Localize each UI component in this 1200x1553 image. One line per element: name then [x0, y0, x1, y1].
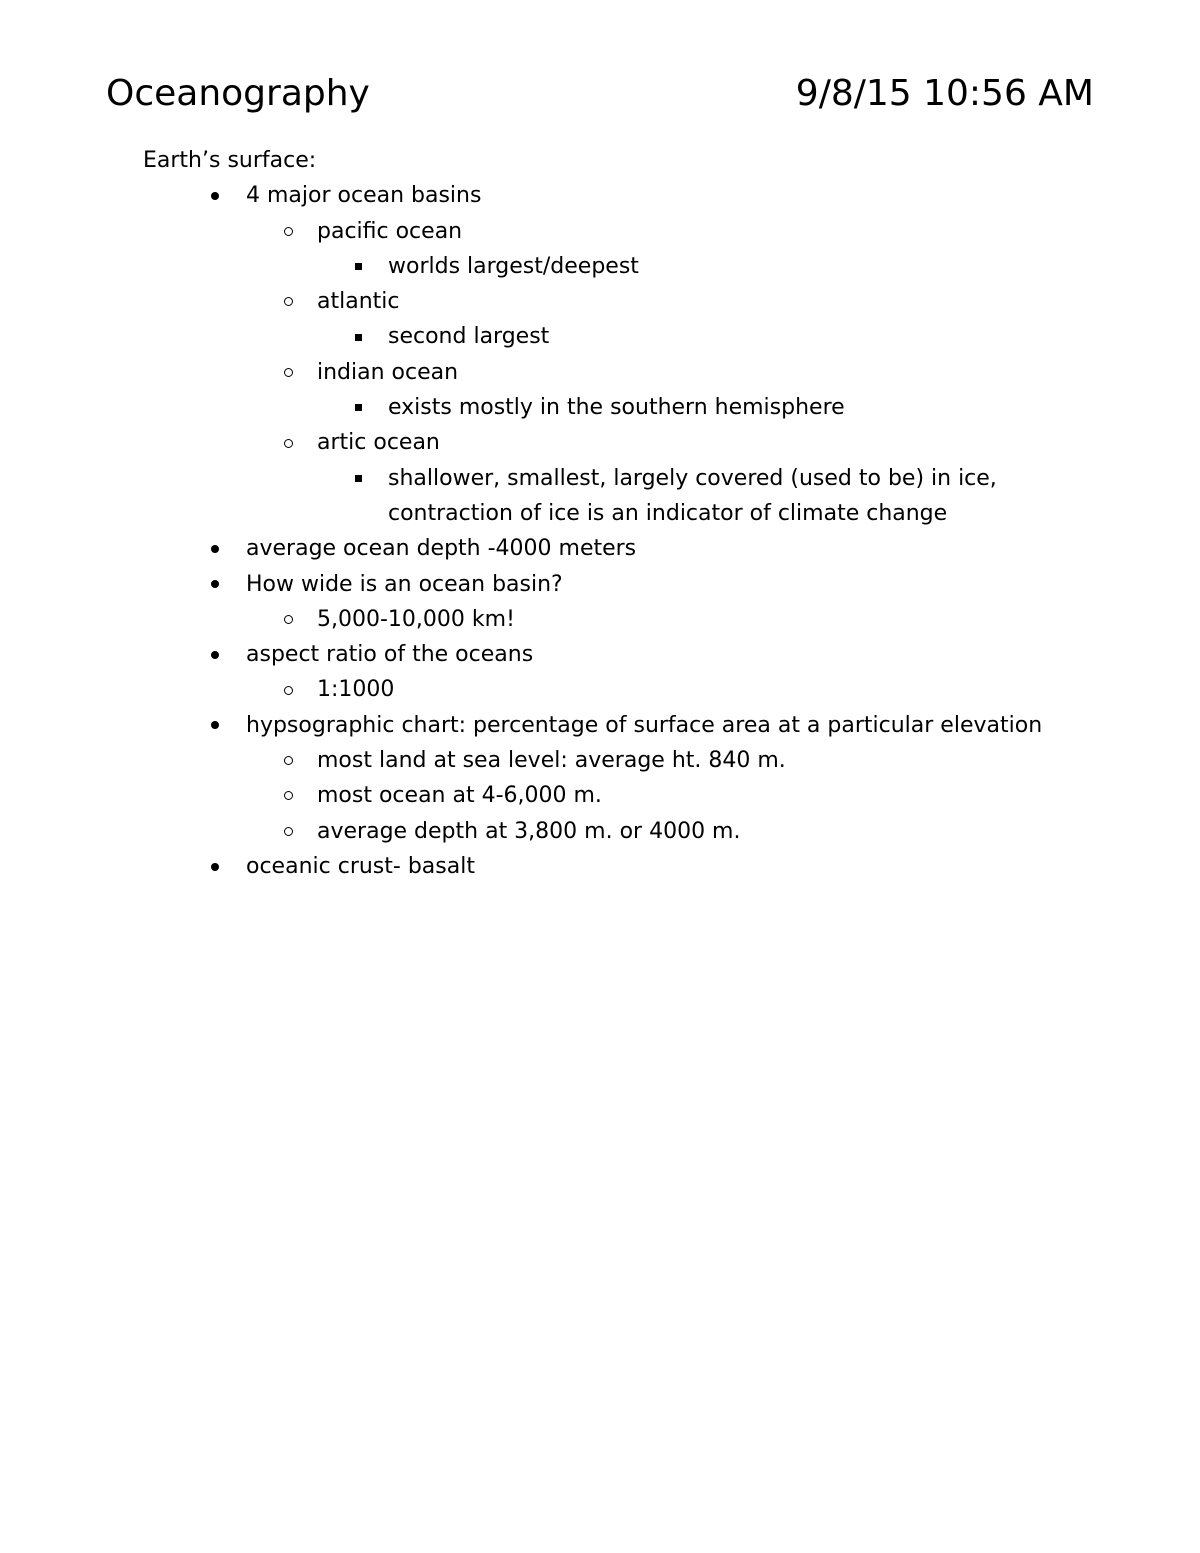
list-item-text: most ocean at 4-6,000 m. [317, 783, 602, 809]
bullet-ring-icon [280, 284, 296, 319]
list-item [143, 672, 1083, 707]
bullet-ring-icon [280, 355, 296, 390]
list-item [143, 425, 1083, 460]
list-item [143, 814, 1083, 849]
bullet-dot-icon [207, 567, 223, 602]
bullet-square-icon [350, 319, 366, 354]
notes-intro: Earth’s surface: [143, 148, 317, 173]
list-item [143, 461, 1083, 532]
list-item [143, 214, 1083, 249]
list-item-text: average ocean depth -4000 meters [246, 536, 637, 562]
list-item [143, 355, 1083, 390]
list-item [143, 743, 1083, 778]
list-item-text: shallower, smallest, largely covered (used to be) in ice, contraction of ice is an indicator of climate change [388, 465, 997, 526]
list-item [143, 602, 1083, 637]
list-item [143, 567, 1083, 602]
list-item-text: artic ocean [317, 430, 440, 456]
bullet-ring-icon [280, 425, 296, 460]
list-item-text: atlantic [317, 289, 400, 315]
bullet-square-icon [350, 249, 366, 284]
list-item-text: 5,000-10,000 km! [317, 606, 515, 632]
bullet-ring-icon [280, 814, 296, 849]
bullet-ring-icon [280, 672, 296, 707]
notes-body [143, 143, 1083, 884]
list-item-text: second largest [388, 324, 550, 350]
list-item [143, 637, 1083, 672]
notes-list [143, 178, 1083, 884]
list-item [143, 319, 1083, 354]
page-title: Oceanography [106, 73, 370, 114]
list-item [143, 249, 1083, 284]
list-item-text: most land at sea level: average ht. 840 m. [317, 748, 786, 774]
list-item-text: aspect ratio of the oceans [246, 642, 534, 668]
list-item-text: worlds largest/deepest [388, 253, 639, 279]
list-item-text: average depth at 3,800 m. or 4000 m. [317, 818, 741, 844]
bullet-ring-icon [280, 743, 296, 778]
bullet-dot-icon [207, 531, 223, 566]
list-item-text: 1:1000 [317, 677, 395, 703]
bullet-dot-icon [207, 637, 223, 672]
bullet-ring-icon [280, 778, 296, 813]
list-item [143, 708, 1083, 743]
bullet-dot-icon [207, 849, 223, 884]
bullet-square-icon [350, 461, 366, 496]
list-item [143, 390, 1083, 425]
list-item-text: 4 major ocean basins [246, 183, 482, 209]
list-item [143, 284, 1083, 319]
bullet-dot-icon [207, 708, 223, 743]
list-item-text: exists mostly in the southern hemisphere [388, 395, 845, 421]
list-item [143, 778, 1083, 813]
list-item-text: How wide is an ocean basin? [246, 571, 563, 597]
list-item-text: pacific ocean [317, 218, 463, 244]
bullet-ring-icon [280, 602, 296, 637]
list-item-text: oceanic crust- basalt [246, 853, 475, 879]
list-item [143, 531, 1083, 566]
bullet-ring-icon [280, 214, 296, 249]
list-item [143, 849, 1083, 884]
timestamp: 9/8/15 10:56 AM [795, 73, 1094, 114]
list-item [143, 178, 1083, 213]
bullet-square-icon [350, 390, 366, 425]
bullet-dot-icon [207, 178, 223, 213]
list-item-text: indian ocean [317, 359, 459, 385]
list-item-text: hypsographic chart: percentage of surface area at a particular elevation [246, 712, 1043, 738]
